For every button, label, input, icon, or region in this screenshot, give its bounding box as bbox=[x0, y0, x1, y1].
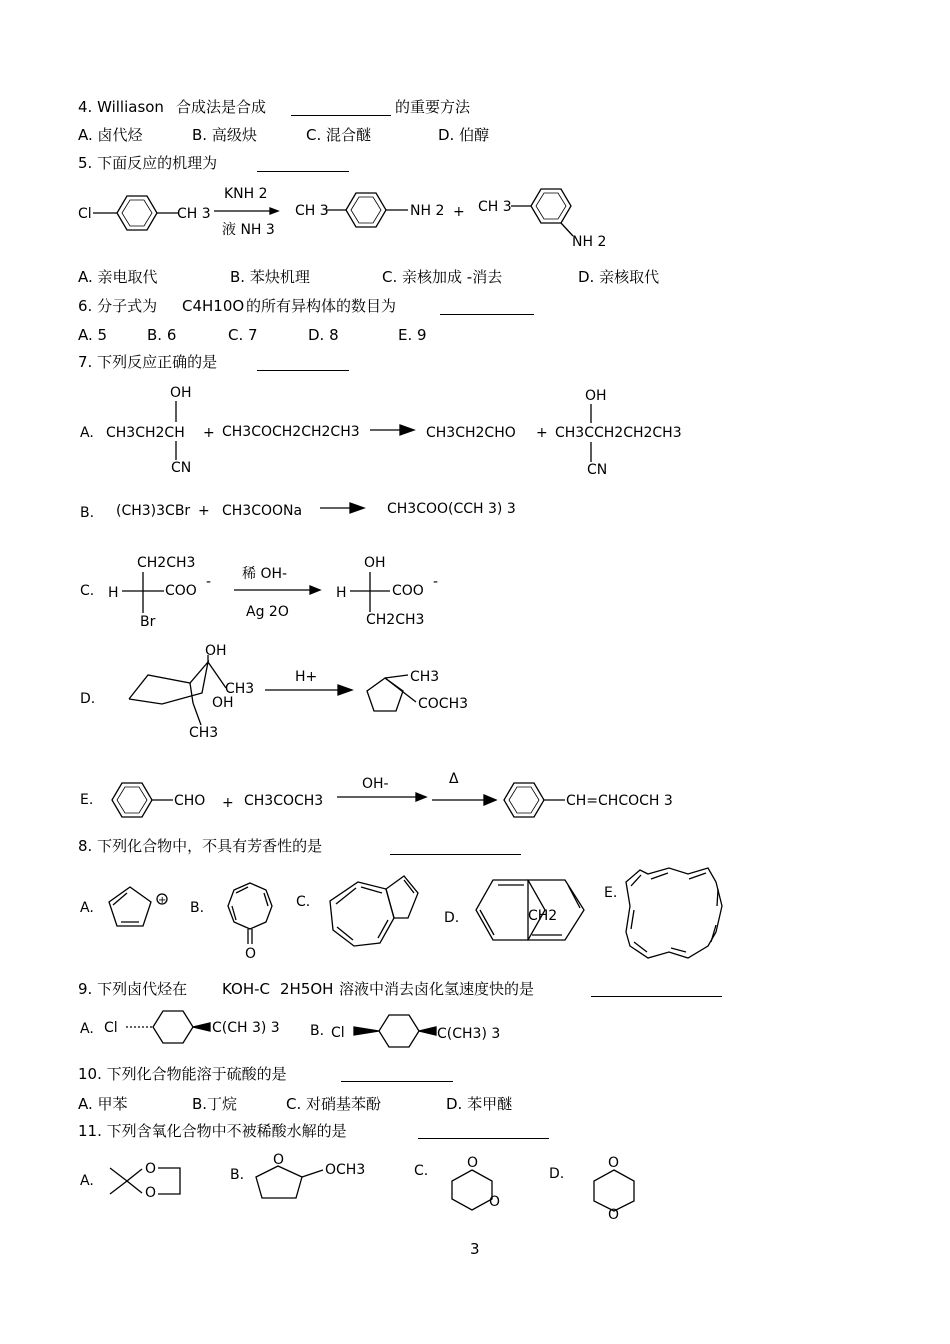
q7a-oh2: OH bbox=[585, 388, 607, 404]
q11-label-a: A. bbox=[80, 1173, 94, 1189]
q7a-label: A. bbox=[80, 425, 94, 441]
q7d-label: D. bbox=[80, 691, 96, 707]
q7c-neg: - bbox=[206, 574, 212, 590]
q7a-chain: CH3CH2CH bbox=[106, 425, 185, 441]
q7d-ch3-b: CH3 bbox=[189, 725, 219, 741]
q6-option-d: D. 8 bbox=[308, 326, 339, 344]
q8-charge: + bbox=[158, 895, 167, 906]
q11-label-b: B. bbox=[230, 1167, 245, 1183]
q4-option-a: A. 卤代烃 bbox=[78, 126, 143, 144]
q4-stem-c: 的重要方法 bbox=[395, 98, 471, 116]
q11c-o2: O bbox=[489, 1194, 501, 1210]
q7a-plus1: + bbox=[203, 425, 215, 441]
q4-option-d: D. 伯醇 bbox=[438, 126, 490, 144]
q5-option-b: B. 苯炔机理 bbox=[230, 268, 310, 286]
q9a-substituent: C(CH 3) 3 bbox=[212, 1020, 280, 1036]
q7e-plus: + bbox=[222, 795, 234, 811]
q5-reagent-bottom: 液 NH 3 bbox=[222, 222, 275, 238]
q7e-product: CH=CHCOCH 3 bbox=[566, 793, 673, 809]
q8-stem: 8. 下列化合物中，不具有芳香性的是 bbox=[78, 837, 323, 855]
q11c-o1: O bbox=[467, 1155, 479, 1171]
q7a-reagent2: CH3COCH2CH2CH3 bbox=[222, 424, 360, 440]
q8-label-e: E. bbox=[604, 885, 618, 901]
q10-option-b: B.丁烷 bbox=[192, 1095, 238, 1113]
q4-option-c: C. 混合醚 bbox=[306, 126, 372, 144]
q7b-reagent1: (CH3)3CBr bbox=[116, 503, 191, 519]
q9-stem-d: 溶液中消去卤化氢速度快的是 bbox=[339, 980, 535, 998]
q7d-oh-top: OH bbox=[205, 643, 227, 659]
q7-stem: 7. 下列反应正确的是 bbox=[78, 353, 218, 371]
q10-option-d: D. 苯甲醚 bbox=[446, 1095, 513, 1113]
q9a-cl: Cl bbox=[104, 1020, 118, 1036]
q9-stem-b: KOH-C bbox=[222, 980, 270, 998]
q7e-heat: Δ bbox=[449, 771, 459, 787]
q7b-plus: + bbox=[198, 503, 210, 519]
q5-sm-ch3: CH 3 bbox=[177, 206, 211, 222]
q4-option-b: B. 高级炔 bbox=[192, 126, 257, 144]
q8-b-oxygen: O bbox=[245, 946, 257, 962]
q7d-ch3-a: CH3 bbox=[225, 681, 255, 697]
q7d-product-coch3: COCH3 bbox=[418, 696, 469, 712]
q5-reagent-top: KNH 2 bbox=[224, 186, 268, 202]
q7a-oh: OH bbox=[170, 385, 192, 401]
q7d-product-ch3: CH3 bbox=[410, 669, 440, 685]
q5-option-a: A. 亲电取代 bbox=[78, 268, 158, 286]
q5-p1-nh2: NH 2 bbox=[410, 203, 445, 219]
q5-sm-cl: Cl bbox=[78, 206, 92, 222]
q9a-label: A. bbox=[80, 1021, 94, 1037]
q7a-cn: CN bbox=[171, 460, 192, 476]
q4-stem-b: 合成法是合成 bbox=[176, 98, 267, 116]
q7c-label: C. bbox=[80, 583, 95, 599]
q11-stem: 11. 下列含氧化合物中不被稀酸水解的是 bbox=[78, 1122, 347, 1140]
q9-stem-a: 9. 下列卤代烃在 bbox=[78, 980, 188, 998]
q7e-base: OH- bbox=[362, 776, 389, 792]
q7c-bottom2: CH2CH3 bbox=[366, 612, 425, 628]
q5-p2-ch3: CH 3 bbox=[478, 199, 512, 215]
q5-p1-ch3: CH 3 bbox=[295, 203, 329, 219]
q7c-h2: H bbox=[336, 585, 347, 601]
q8-label-c: C. bbox=[296, 894, 311, 910]
q5-option-c: C. 亲核加成 -消去 bbox=[382, 268, 503, 286]
q6-stem-b: 的所有异构体的数目为 bbox=[246, 297, 397, 315]
q6-formula: C4H10O bbox=[182, 297, 245, 315]
q11-label-d: D. bbox=[549, 1166, 565, 1182]
q8-label-d: D. bbox=[444, 910, 460, 926]
q6-option-a: A. 5 bbox=[78, 326, 108, 344]
q11b-och3: OCH3 bbox=[325, 1162, 366, 1178]
q8-d-ch2: CH2 bbox=[528, 908, 558, 924]
q7e-reagent2: CH3COCH3 bbox=[244, 793, 324, 809]
q5-option-d: D. 亲核取代 bbox=[578, 268, 660, 286]
q10-stem: 10. 下列化合物能溶于硫酸的是 bbox=[78, 1065, 287, 1083]
q7c-h: H bbox=[108, 585, 119, 601]
q11a-o2: O bbox=[145, 1185, 157, 1201]
q4-stem-a: 4. Williason bbox=[78, 98, 164, 116]
q6-option-c: C. 7 bbox=[228, 326, 258, 344]
q7a-product2: CH3CCH2CH2CH3 bbox=[555, 425, 682, 441]
q9b-substituent: C(CH3) 3 bbox=[437, 1026, 501, 1042]
q7c-top: CH2CH3 bbox=[137, 555, 196, 571]
q7b-label: B. bbox=[80, 505, 95, 521]
q5-stem: 5. 下面反应的机理为 bbox=[78, 154, 218, 172]
q7d-oh-b: OH bbox=[212, 695, 234, 711]
q11d-o1: O bbox=[608, 1155, 620, 1171]
q6-option-b: B. 6 bbox=[147, 326, 177, 344]
q7c-reagent-top: 稀 OH- bbox=[242, 566, 288, 582]
q7c-coo: COO bbox=[165, 583, 197, 599]
page-number: 3 bbox=[470, 1240, 480, 1258]
q7c-neg2: - bbox=[433, 574, 439, 590]
q6-option-e: E. 9 bbox=[398, 326, 427, 344]
q7a-plus2: + bbox=[536, 425, 548, 441]
q7a-product1: CH3CH2CHO bbox=[426, 425, 516, 441]
q7c-oh: OH bbox=[364, 555, 386, 571]
q7c-br: Br bbox=[140, 614, 156, 630]
q11-label-c: C. bbox=[414, 1163, 429, 1179]
q8-label-b: B. bbox=[190, 900, 205, 916]
q7e-cho: CHO bbox=[174, 793, 206, 809]
q7c-coo2: COO bbox=[392, 583, 424, 599]
q9-stem-c: 2H5OH bbox=[280, 980, 334, 998]
q7d-reagent: H+ bbox=[295, 669, 318, 685]
q5-plus: + bbox=[453, 204, 465, 220]
q8-label-a: A. bbox=[80, 900, 94, 916]
q10-option-c: C. 对硝基苯酚 bbox=[286, 1095, 382, 1113]
q7c-reagent-bottom: Ag 2O bbox=[246, 604, 289, 620]
q11b-o: O bbox=[273, 1152, 285, 1168]
q5-p2-nh2: NH 2 bbox=[572, 234, 607, 250]
q11d-o2: O bbox=[608, 1207, 620, 1223]
q11a-o1: O bbox=[145, 1161, 157, 1177]
q7a-cn2: CN bbox=[587, 462, 608, 478]
q7b-reagent2: CH3COONa bbox=[222, 503, 303, 519]
q9b-label: B. bbox=[310, 1023, 325, 1039]
q7b-product: CH3COO(CCH 3) 3 bbox=[387, 501, 516, 517]
q6-stem-a: 6. 分子式为 bbox=[78, 297, 158, 315]
q7e-label: E. bbox=[80, 792, 94, 808]
q10-option-a: A. 甲苯 bbox=[78, 1095, 128, 1113]
q9b-cl: Cl bbox=[331, 1025, 345, 1041]
